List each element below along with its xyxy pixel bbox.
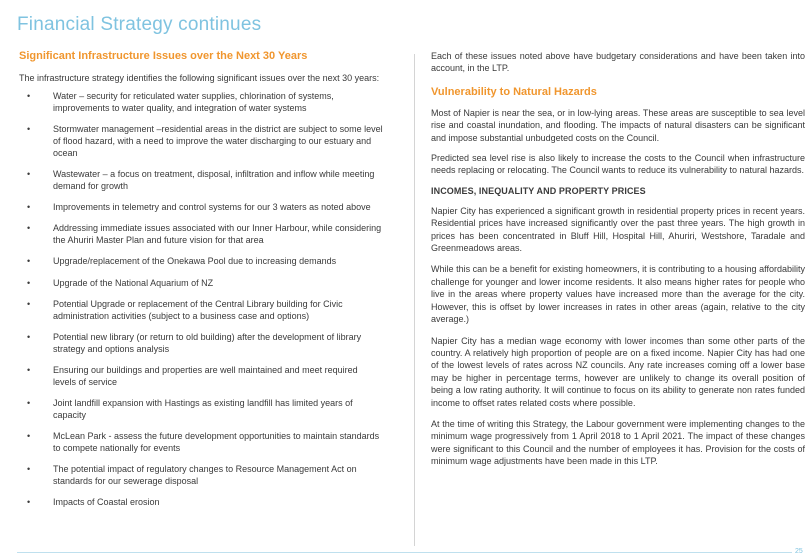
- natural-hazards-heading: Vulnerability to Natural Hazards: [431, 85, 597, 98]
- issue-list-item: [19, 431, 383, 454]
- incomes-paragraph-4: At the time of writing this Strategy, the Labour government were implementing changes to the minimum wage progressively from 1 April 2018 to 1 April 2021. The impact of these changes were significant to this Council and the number of employees it has. Provision for the costs of minimum wage adjustments have been made in this LTP.: [431, 418, 805, 467]
- bullet-icon: •: [27, 201, 31, 212]
- incomes-heading: INCOMES, INEQUALITY AND PROPERTY PRICES: [431, 185, 646, 196]
- incomes-paragraph-3: Napier City has a median wage economy with lower incomes than some other parts of the country. A relatively high proportion of people are on a fixed income. Napier City has had one of the lowest levels of rates across NZ councils. Any rate increases coming off a lower base may be higher in percentage terms, however are unlikely to change its overall position of being a low rating authority. It will continue to focus on its ability to generate non rates funded income to offset rates related costs where possible.: [431, 335, 805, 408]
- bullet-icon: •: [27, 168, 31, 179]
- footer-rule: [17, 552, 792, 553]
- bullet-icon: •: [27, 332, 31, 343]
- page-title: Financial Strategy continues: [17, 14, 262, 35]
- issue-text: The potential impact of regulatory changes to Resource Management Act on standards for our sewerage disposal: [53, 464, 357, 486]
- bullet-icon: •: [27, 124, 31, 135]
- issue-text: Joint landfill expansion with Hastings as existing landfill has limited years of capacity: [53, 398, 353, 420]
- bullet-icon: •: [27, 398, 31, 409]
- issue-text: Potential Upgrade or replacement of the Central Library building for Civic administration activities (subject to a business case and options): [53, 299, 343, 321]
- bullet-icon: •: [27, 431, 31, 442]
- issue-text: Improvements in telemetry and control systems for our 3 waters as noted above: [53, 201, 371, 212]
- issue-text: Upgrade of the National Aquarium of NZ: [53, 277, 214, 288]
- issue-text: Addressing immediate issues associated with our Inner Harbour, while considering the Ahuriri Master Plan and future vision for that area: [53, 223, 382, 245]
- issue-text: Water – security for reticulated water supplies, chlorination of systems, improvements to water quality, and integration of water systems: [53, 91, 334, 113]
- issue-list-item: [19, 202, 383, 214]
- issue-list-item: [19, 365, 383, 388]
- issue-text: Stormwater management –residential areas in the district are subject to some level of flood hazard, with a need to improve the water discharging to our estuary and ocean: [53, 124, 383, 158]
- incomes-paragraph-1: Napier City has experienced a significant growth in residential property prices in recent years. Residential prices have increased significantly over the past three years. The high growth in prices has been concentrated in Bluff Hill, Hospital Hill, Ahuriri, Westshore, Taradale and Greenmeadows areas.: [431, 205, 805, 254]
- issue-list-item: [19, 169, 383, 192]
- issues-list: [19, 91, 399, 508]
- budget-note: Each of these issues noted above have budgetary considerations and have been taken into account, in the LTP.: [431, 51, 805, 74]
- issue-list-item: [19, 332, 383, 355]
- issue-text: Impacts of Coastal erosion: [53, 497, 160, 508]
- issue-list-item: [19, 91, 383, 114]
- issue-list-item: [19, 497, 383, 509]
- issue-list-item: [19, 256, 383, 268]
- bullet-icon: •: [27, 277, 31, 288]
- page-number: 25: [795, 548, 803, 555]
- issue-text: Ensuring our buildings and properties are well maintained and meet required levels of service: [53, 365, 358, 387]
- issue-list-item: [19, 464, 383, 487]
- hazards-paragraph-2: Predicted sea level rise is also likely to increase the costs to the Council when infrastructure needs replacing or relocating. The Council wants to reduce its vulnerability to natural hazards.: [431, 153, 805, 176]
- issue-list-item: [19, 223, 383, 246]
- incomes-paragraph-2: While this can be a benefit for existing homeowners, it is contributing to a housing affordability challenge for younger and lower income residents. It also means higher rates for people who live in the areas where property values have increased more than the average for the city. However, this is offset by lower increases in rates in other areas (again, relative to the city average.): [431, 264, 805, 325]
- infrastructure-intro: The infrastructure strategy identifies the following significant issues over the next 30 years:: [19, 73, 380, 83]
- column-divider: [414, 54, 415, 546]
- issue-text: Potential new library (or return to old building) after the development of library strategy and options analysis: [53, 332, 362, 354]
- bullet-icon: •: [27, 299, 31, 310]
- bullet-icon: •: [27, 365, 31, 376]
- issue-list-item: [19, 299, 383, 322]
- issue-text: Upgrade/replacement of the Onekawa Pool due to increasing demands: [53, 256, 337, 267]
- infrastructure-issues-heading: Significant Infrastructure Issues over the Next 30 Years: [19, 50, 308, 62]
- issue-list-item: [19, 398, 383, 421]
- bullet-icon: •: [27, 91, 31, 102]
- issue-list-item: [19, 278, 383, 290]
- bullet-icon: •: [27, 464, 31, 475]
- issue-list-item: [19, 124, 383, 159]
- issue-text: Wastewater – a focus on treatment, disposal, infiltration and inflow while meeting demand for growth: [53, 168, 375, 191]
- bullet-icon: •: [27, 497, 31, 508]
- left-column: [19, 50, 399, 518]
- bullet-icon: •: [27, 223, 31, 234]
- bullet-icon: •: [27, 256, 31, 267]
- hazards-paragraph-1: Most of Napier is near the sea, or in low-lying areas. These areas are susceptible to sea level rise and coastal inundation, and flooding. The impacts of natural disasters can be significant and impose substantial unbudgeted costs on the Council.: [431, 107, 805, 143]
- right-column: [431, 50, 805, 468]
- issue-text: McLean Park - assess the future development opportunities to maintain standards to compete nationally for events: [53, 431, 380, 453]
